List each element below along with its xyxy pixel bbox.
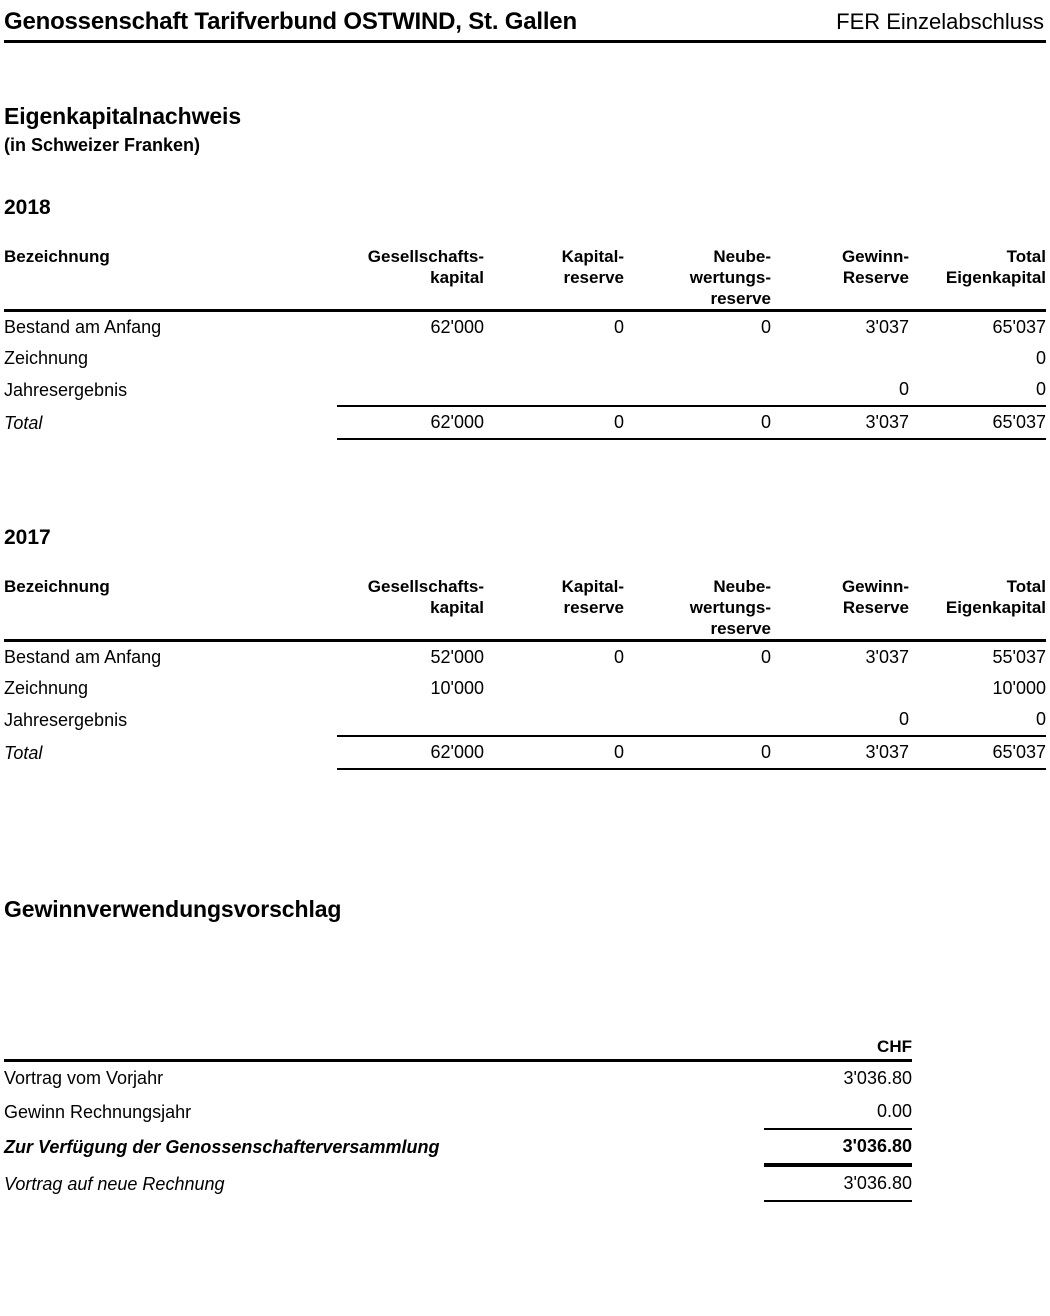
company-name: Genossenschaft Tarifverbund OSTWIND, St. Gallen (4, 8, 577, 35)
page-title: Eigenkapitalnachweis (4, 103, 242, 129)
col-header-kapitalreserve (484, 576, 624, 641)
col-header-bezeichnung (4, 246, 337, 311)
table-header-row (4, 246, 1046, 311)
cell-capital-reserve: 0 (484, 736, 624, 769)
cell-revaluation-reserve: 0 (624, 406, 771, 439)
row-label: Bestand am Anfang (4, 647, 162, 667)
cell-revaluation-reserve (624, 374, 771, 406)
row-value: 3'036.80 (764, 1129, 912, 1164)
cell-share-capital: 62'000 (337, 406, 484, 439)
cell-share-capital: 62'000 (337, 736, 484, 769)
profit-header-row (4, 1035, 1046, 1061)
table-header-row (4, 576, 1046, 641)
cell-capital-reserve (484, 374, 624, 406)
cell-capital-reserve: 0 (613, 647, 624, 667)
cell-revaluation-reserve (624, 704, 771, 736)
row-label: Zur Verfügung der Genossenschafterversammlung (4, 1137, 440, 1157)
list-item (4, 1062, 1046, 1095)
row-label: Vortrag auf neue Rechnung (4, 1174, 225, 1194)
cell-revaluation-reserve (624, 343, 771, 374)
col-header-neubewertungsreserve (624, 576, 771, 641)
col-header-line: Neube- (713, 577, 771, 596)
cell-total-equity: 0 (1035, 709, 1046, 729)
row-label: Zeichnung (4, 348, 89, 368)
col-header-line: wertungs- (689, 268, 771, 287)
col-header-kapitalreserve (484, 246, 624, 311)
col-header-line: kapital (430, 268, 484, 287)
col-header-line: kapital (430, 598, 484, 617)
cell-revaluation-reserve (624, 673, 771, 704)
row-label: Total (4, 743, 43, 763)
col-header-neubewertungsreserve (624, 246, 771, 311)
cell-capital-reserve: 0 (484, 406, 624, 439)
col-header-line: Bezeichnung (4, 247, 110, 266)
cell-profit-reserve: 0 (898, 709, 909, 729)
col-header-line: Gesellschafts- (367, 247, 484, 266)
cell-profit-reserve: 3'037 (865, 317, 909, 337)
row-label: Total (4, 413, 43, 433)
cell-profit-reserve (771, 673, 909, 704)
cell-total-equity: 10'000 (992, 678, 1046, 698)
row-label: Jahresergebnis (4, 710, 128, 730)
cell-capital-reserve (484, 704, 624, 736)
col-header-line: Kapital- (561, 247, 624, 266)
cell-total-equity: 0 (1035, 379, 1046, 399)
cell-profit-reserve: 3'037 (771, 406, 909, 439)
col-header-line: Total (1006, 577, 1046, 596)
col-header-line: Bezeichnung (4, 577, 110, 596)
carry-forward-bottom-rule (4, 1201, 1046, 1202)
cell-profit-reserve: 0 (898, 379, 909, 399)
cell-share-capital: 52'000 (430, 647, 484, 667)
col-header-gesellschaftskapital (337, 576, 484, 641)
cell-profit-reserve (771, 343, 909, 374)
cell-total-equity: 65'037 (992, 317, 1046, 337)
row-value: 0.00 (876, 1101, 912, 1121)
cell-profit-reserve: 3'037 (865, 647, 909, 667)
row-value: 3'036.80 (843, 1068, 912, 1088)
col-header-line: reserve (710, 619, 771, 638)
cell-share-capital (337, 374, 484, 406)
carry-forward-row (4, 1167, 1046, 1201)
row-label: Bestand am Anfang (4, 317, 162, 337)
row-label: Vortrag vom Vorjahr (4, 1068, 164, 1088)
year-heading-2018: 2018 (4, 196, 51, 219)
col-header-bezeichnung (4, 576, 337, 641)
col-header-line: reserve (563, 268, 624, 287)
table-row (4, 312, 1046, 343)
cell-total-equity: 0 (1035, 348, 1046, 368)
table-row (4, 704, 1046, 736)
report-type-label: FER Einzelabschluss (836, 9, 1044, 34)
list-item (4, 1095, 1046, 1129)
col-header-line: reserve (710, 289, 771, 308)
col-header-gesellschaftskapital (337, 246, 484, 311)
col-header-line: Eigenkapital (945, 268, 1046, 287)
row-label: Gewinn Rechnungsjahr (4, 1102, 192, 1122)
col-header-line: Reserve (842, 598, 909, 617)
equity-table-2017 (4, 576, 1046, 770)
currency-note: (in Schweizer Franken) (4, 135, 201, 155)
available-for-distribution-row (4, 1129, 1046, 1164)
table-total-row (4, 736, 1046, 769)
row-label: Jahresergebnis (4, 380, 128, 400)
col-header-line: wertungs- (689, 598, 771, 617)
document-header (4, 0, 1046, 43)
cell-share-capital: 62'000 (430, 317, 484, 337)
col-header-line: Kapital- (561, 577, 624, 596)
cell-revaluation-reserve: 0 (760, 647, 771, 667)
col-header-total-eigenkapital (909, 576, 1046, 641)
table-total-row (4, 406, 1046, 439)
table-row (4, 642, 1046, 673)
cell-total-equity: 65'037 (909, 736, 1046, 769)
col-header-total-eigenkapital (909, 246, 1046, 311)
cell-revaluation-reserve: 0 (760, 317, 771, 337)
col-header-line: Reserve (842, 268, 909, 287)
profit-appropriation-table (4, 1035, 1046, 1202)
year-heading-2017: 2017 (4, 526, 51, 549)
col-header-line: Eigenkapital (945, 598, 1046, 617)
currency-header: CHF (877, 1037, 912, 1056)
cell-capital-reserve (484, 673, 624, 704)
col-header-line: Gesellschafts- (367, 577, 484, 596)
col-header-line: Gewinn- (841, 247, 909, 266)
cell-capital-reserve (484, 343, 624, 374)
cell-capital-reserve: 0 (613, 317, 624, 337)
table-row (4, 343, 1046, 374)
cell-total-equity: 55'037 (992, 647, 1046, 667)
cell-share-capital (337, 343, 484, 374)
col-header-line: Total (1006, 247, 1046, 266)
cell-revaluation-reserve: 0 (624, 736, 771, 769)
equity-table-2018 (4, 246, 1046, 440)
col-header-line: reserve (563, 598, 624, 617)
cell-share-capital: 10'000 (430, 678, 484, 698)
table-row (4, 374, 1046, 406)
col-header-gewinnreserve (771, 246, 909, 311)
profit-header-blank (4, 1035, 764, 1061)
cell-profit-reserve: 3'037 (771, 736, 909, 769)
row-label: Zeichnung (4, 678, 89, 698)
row-value: 3'036.80 (843, 1173, 912, 1193)
col-header-line: Gewinn- (841, 577, 909, 596)
table-row (4, 673, 1046, 704)
col-header-gewinnreserve (771, 576, 909, 641)
cell-share-capital (337, 704, 484, 736)
profit-header-pad (912, 1035, 1046, 1061)
profit-appropriation-title: Gewinnverwendungsvorschlag (4, 896, 342, 922)
cell-total-equity: 65'037 (909, 406, 1046, 439)
col-header-line: Neube- (713, 247, 771, 266)
